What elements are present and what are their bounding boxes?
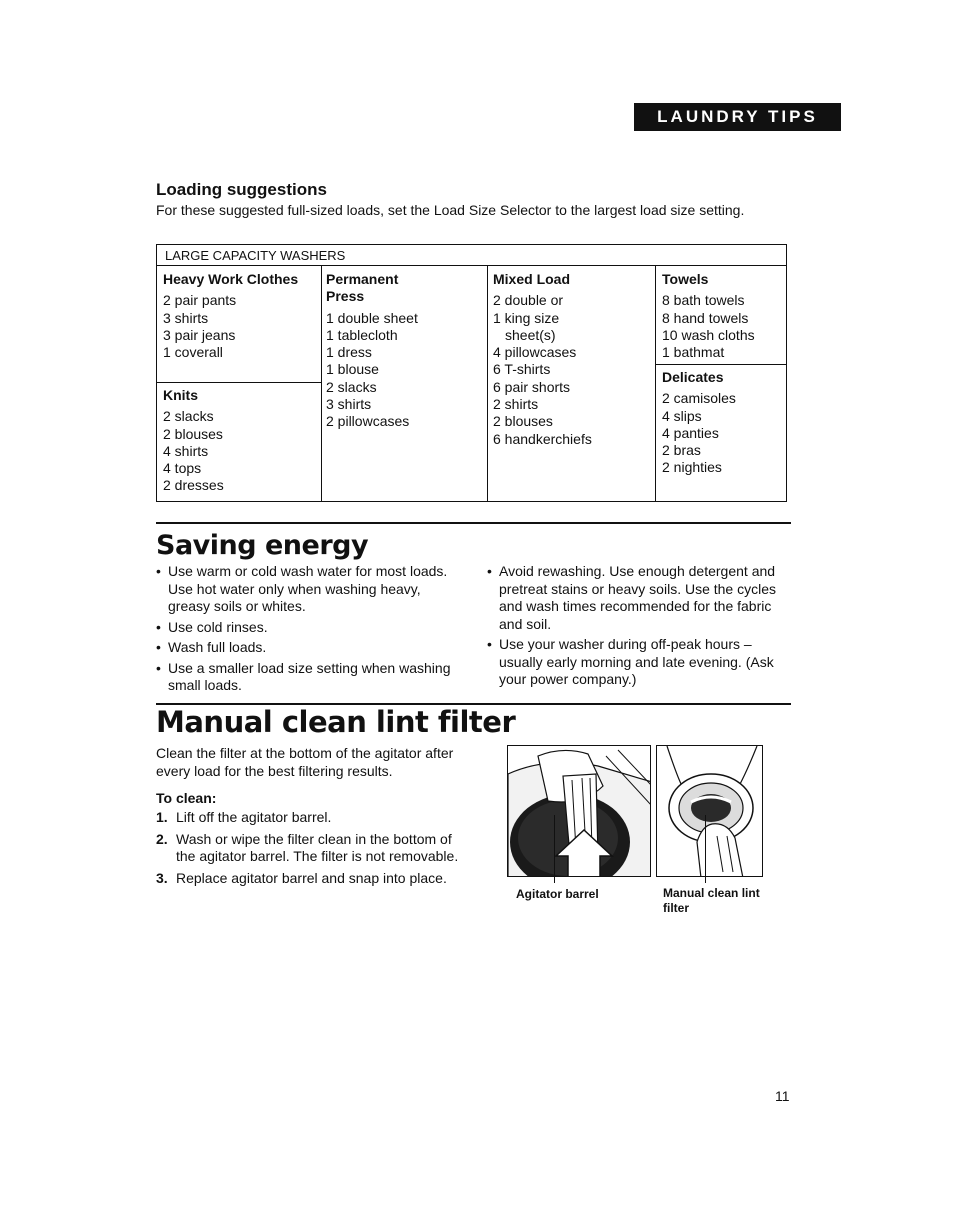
list-item: 6 pair shorts <box>493 378 571 395</box>
agitator-barrel-illustration <box>507 745 651 877</box>
section-rule <box>156 522 791 524</box>
table-divider <box>655 266 656 501</box>
category-heavy-work <box>163 271 313 361</box>
category-title: Towels <box>662 271 709 287</box>
list-item: 2 bras <box>662 442 701 459</box>
lint-filter-caption: Manual clean lint filter <box>663 886 760 915</box>
list-item: 2 shirts <box>493 396 539 413</box>
category-permanent-press <box>326 271 476 431</box>
category-delicates <box>662 369 784 477</box>
category-knits <box>163 387 313 495</box>
manual-clean-lint-filter-heading: Manual clean lint filter <box>156 705 516 739</box>
callout-line <box>554 815 555 883</box>
saving-energy-heading: Saving energy <box>156 530 369 561</box>
to-clean-heading: To clean: <box>156 790 217 806</box>
list-item: 4 tops <box>163 460 202 477</box>
list-item: 2 slacks <box>326 378 377 395</box>
list-item: 2 pillowcases <box>326 413 410 430</box>
step-number: 1. <box>156 809 168 825</box>
step-text: Lift off the agitator barrel. <box>176 809 332 825</box>
list-item: 8 hand towels <box>662 309 749 326</box>
list-item: • Use cold rinses. <box>156 619 456 637</box>
step-text: Wash or wipe the filter clean in the bottom of the agitator barrel. The filter is not removable. <box>176 830 459 864</box>
load-table <box>156 244 787 502</box>
list-item: sheet(s) <box>505 326 556 343</box>
list-item: 2 nighties <box>662 459 722 476</box>
list-item: 6 handkerchiefs <box>493 430 592 447</box>
loading-suggestions-intro: For these suggested full-sized loads, set the Load Size Selector to the largest load size setting. <box>156 202 745 218</box>
page-number: 11 <box>775 1088 790 1104</box>
cleaning-steps <box>156 809 466 891</box>
list-item: 2 pair pants <box>163 292 237 309</box>
list-item: 2 blouses <box>163 425 223 442</box>
step-text: Replace agitator barrel and snap into place. <box>176 869 447 886</box>
table-divider <box>157 382 321 383</box>
list-item: 3 shirts <box>163 309 209 326</box>
list-item: 10 wash cloths <box>662 326 755 343</box>
list-item: • Avoid rewashing. Use enough detergent and pretreat stains or heavy soils. Use the cycles and wash times recommended for the fabric and soil. <box>487 563 787 633</box>
list-item: 3 pair jeans <box>163 326 236 343</box>
list-item: 2 slacks <box>163 408 214 425</box>
manual-intro: Clean the filter at the bottom of the agitator after every load for the best filtering results. <box>156 745 454 779</box>
list-item: • Use your washer during off-peak hours – usually early morning and late evening. (Ask your power company.) <box>487 636 787 689</box>
list-item: 1 blouse <box>326 361 379 378</box>
list-item: • Use warm or cold wash water for most loads. Use hot water only when washing heavy, greasy soils or whites. <box>156 563 456 616</box>
agitator-barrel-caption: Agitator barrel <box>516 887 599 901</box>
list-item: • Use a smaller load size setting when washing small loads. <box>156 660 456 695</box>
section-tab: LAUNDRY TIPS <box>634 103 841 131</box>
list-item: 6 T-shirts <box>493 361 551 378</box>
table-divider <box>321 266 322 501</box>
agitator-barrel-drawing <box>508 746 651 877</box>
lint-filter-drawing <box>657 746 763 877</box>
list-item: 2 double or <box>493 292 564 309</box>
loading-suggestions-heading: Loading suggestions <box>156 180 327 199</box>
step-item <box>156 870 466 888</box>
list-item: 1 dress <box>326 344 372 361</box>
category-title: Permanent Press <box>326 271 399 305</box>
list-item: 1 king size <box>493 309 560 326</box>
table-divider <box>655 364 787 365</box>
category-title: Mixed Load <box>493 271 571 287</box>
category-mixed-load <box>493 271 651 448</box>
list-item: 2 dresses <box>163 477 224 494</box>
list-item: 4 panties <box>662 424 719 441</box>
list-item: 2 blouses <box>493 413 553 430</box>
list-item: 1 tablecloth <box>326 326 398 343</box>
list-item: 4 pillowcases <box>493 344 577 361</box>
callout-line <box>705 815 706 883</box>
list-item: • Wash full loads. <box>156 639 456 657</box>
step-number: 2. <box>156 830 168 847</box>
category-title: Delicates <box>662 369 724 385</box>
list-item: 2 camisoles <box>662 390 736 407</box>
list-item: 3 shirts <box>326 396 372 413</box>
list-item: 1 double sheet <box>326 309 418 326</box>
category-title: Knits <box>163 387 198 403</box>
table-divider <box>487 266 488 501</box>
step-number: 3. <box>156 869 168 886</box>
list-item: 4 shirts <box>163 442 209 459</box>
saving-tips-right <box>487 563 787 692</box>
table-header: LARGE CAPACITY WASHERS <box>157 245 786 266</box>
category-towels <box>662 271 784 361</box>
list-item: 8 bath towels <box>662 292 745 309</box>
category-title: Heavy Work Clothes <box>163 271 299 287</box>
list-item: 1 bathmat <box>662 344 725 361</box>
step-item <box>156 809 466 827</box>
saving-tips-left <box>156 563 456 698</box>
lint-filter-illustration <box>656 745 763 877</box>
list-item: 1 coverall <box>163 344 223 361</box>
step-item <box>156 831 466 866</box>
list-item: 4 slips <box>662 407 702 424</box>
